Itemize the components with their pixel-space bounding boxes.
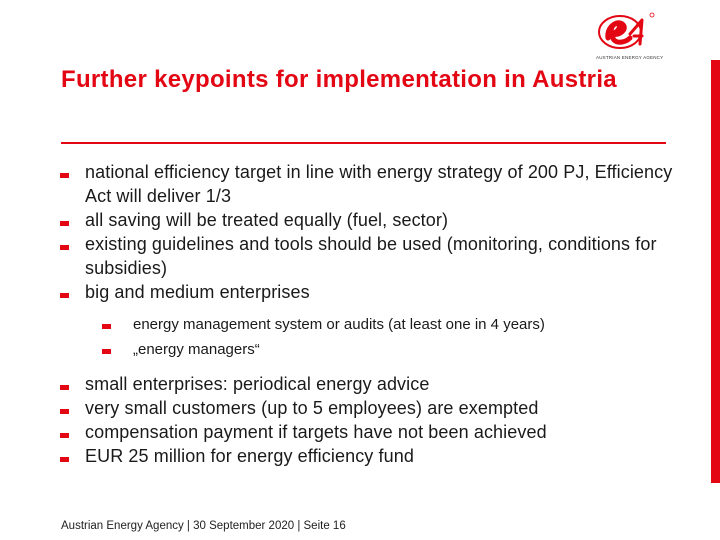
logo-icon <box>590 8 672 54</box>
bullet-item <box>60 280 680 304</box>
sub-bullet-icon <box>102 349 111 354</box>
bullet-icon <box>60 221 69 226</box>
sub-bullet-item <box>60 312 680 337</box>
bullet-item <box>60 208 680 232</box>
bullet-icon <box>60 433 69 438</box>
bullet-icon <box>60 457 69 462</box>
bullet-text: compensation payment if targets have not been achieved <box>85 422 547 442</box>
bullet-text: national efficiency target in line with energy strategy of 200 PJ, Efficiency Act will deliver 1/3 <box>85 162 673 206</box>
bullet-text: existing guidelines and tools should be used (monitoring, conditions for subsidies) <box>85 234 657 278</box>
bullet-text: EUR 25 million for energy efficiency fund <box>85 446 414 466</box>
bullet-item <box>60 372 680 396</box>
bullet-text: big and medium enterprises <box>85 282 310 302</box>
logo-text: AUSTRIAN ENERGY AGENCY <box>596 55 664 60</box>
bullet-list <box>60 160 680 468</box>
sub-bullet-item <box>60 337 680 362</box>
bullet-text: small enterprises: periodical energy advice <box>85 374 430 394</box>
bullet-icon <box>60 293 69 298</box>
title-divider <box>61 142 666 144</box>
bullet-item <box>60 420 680 444</box>
bullet-item <box>60 232 680 280</box>
bullet-icon <box>60 173 69 178</box>
sub-bullet-text: energy management system or audits (at least one in 4 years) <box>133 316 545 333</box>
bullet-icon <box>60 385 69 390</box>
brand-side-bar <box>711 60 720 483</box>
bullet-icon <box>60 409 69 414</box>
austrian-energy-agency-logo <box>590 8 672 60</box>
bullet-item <box>60 444 680 468</box>
bullet-icon <box>60 245 69 250</box>
slide-title: Further keypoints for implementation in Austria <box>61 66 617 93</box>
bullet-item <box>60 160 680 208</box>
bullet-text: very small customers (up to 5 employees) are exempted <box>85 398 539 418</box>
sub-bullet-icon <box>102 324 111 329</box>
bullet-item <box>60 396 680 420</box>
bullet-text: all saving will be treated equally (fuel, sector) <box>85 210 449 230</box>
slide-footer: Austrian Energy Agency | 30 September 2020 | Seite 16 <box>61 520 346 532</box>
sub-bullet-text: „energy managers“ <box>133 341 260 358</box>
